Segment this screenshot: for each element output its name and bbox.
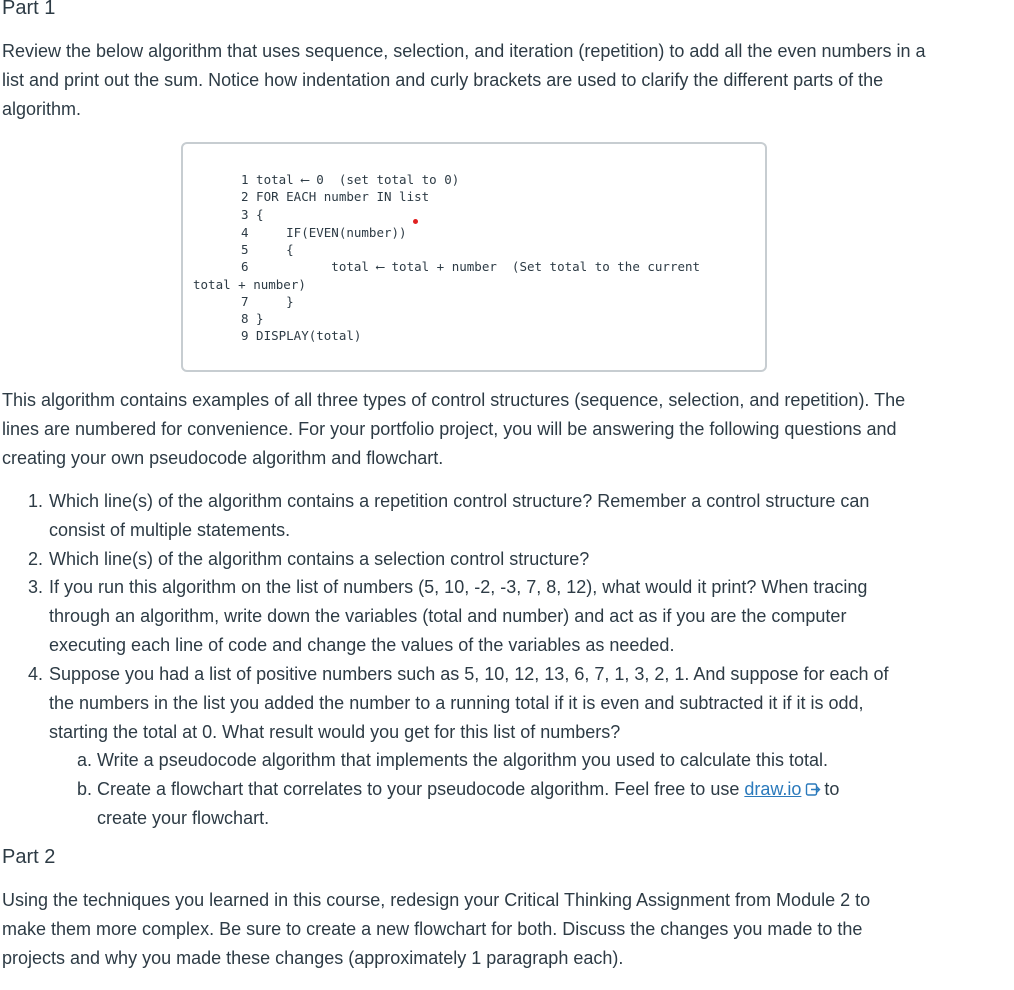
q4-number: 4.	[28, 664, 44, 684]
q4-text-line3: starting the total at 0. What result would you get for this list of numbers?	[49, 722, 621, 742]
code-line-3: 3 {	[241, 207, 264, 222]
qb-letter: b.	[77, 779, 93, 799]
qb-text-pre: Create a flowchart that correlates to your pseudocode algorithm. Feel free to use	[97, 779, 745, 799]
q1-number: 1.	[28, 491, 44, 511]
part1-heading: Part 1	[2, 0, 56, 19]
code-line-6: 6 total ⟵ total + number (Set total to the current	[241, 259, 701, 274]
code-line-5: 5 {	[241, 242, 294, 257]
q1-text-line2: consist of multiple statements.	[49, 520, 291, 540]
q4-text-line1: Suppose you had a list of positive numbers such as 5, 10, 12, 13, 6, 7, 1, 3, 2, 1. And suppose for each of	[49, 664, 889, 684]
code-line-9: 9 DISPLAY(total)	[241, 328, 362, 343]
code-line-6-continued: total + number)	[193, 277, 306, 292]
code-line-1: 1 total ⟵ 0 (set total to 0)	[241, 172, 460, 187]
intro-paragraph: Review the below algorithm that uses sequence, selection, and iteration (repetition) to add all the even numbers in a list and print out the sum. Notice how indentation and curly brackets are used to clarify the different parts of the algorithm.	[2, 41, 926, 119]
red-dot-mark	[413, 219, 418, 224]
external-link-icon[interactable]	[805, 777, 821, 806]
q3-text-line1: If you run this algorithm on the list of numbers (5, 10, -2, -3, 7, 8, 12), what would it print? When tracing	[49, 577, 868, 597]
drawio-link[interactable]: draw.io	[744, 779, 802, 799]
qa-letter: a.	[77, 750, 93, 770]
qb-text-line2: create your flowchart.	[97, 808, 270, 828]
q3-text-line3: executing each line of code and change the values of the variables as needed.	[49, 635, 675, 655]
q1-text-line1: Which line(s) of the algorithm contains a repetition control structure? Remember a control structure can	[49, 491, 870, 511]
qb-text-post: to	[824, 779, 840, 799]
part2-text-line1: Using the techniques you learned in this course, redesign your Critical Thinking Assignment from Module 2 to	[2, 890, 871, 910]
q2-text-line1: Which line(s) of the algorithm contains a selection control structure?	[49, 549, 590, 569]
qa-text-line1: Write a pseudocode algorithm that implements the algorithm you used to calculate this total.	[97, 750, 829, 770]
code-line-2: 2 FOR EACH number IN list	[241, 189, 430, 204]
q3-text-line2: through an algorithm, write down the variables (total and number) and act as if you are the computer	[49, 606, 847, 626]
qb-text-line1	[97, 775, 839, 806]
q4-text-line2: the numbers in the list you added the number to a running total if it is even and subtracted it if it is odd,	[49, 693, 864, 713]
part2-text-line2: make them more complex. Be sure to create a new flowchart for both. Discuss the changes you made to the	[2, 919, 863, 939]
part2-heading: Part 2	[2, 846, 56, 868]
summary-paragraph: This algorithm contains examples of all three types of control structures (sequence, selection, and repetition). The lines are numbered for convenience. For your portfolio project, you will be answering the following questions and creating your own pseudocode algorithm and flowchart.	[2, 390, 906, 468]
code-line-4: 4 IF(EVEN(number))	[241, 225, 407, 240]
code-line-7: 7 }	[241, 294, 294, 309]
part2-text-line3: projects and why you made these changes (approximately 1 paragraph each).	[2, 948, 624, 968]
q3-number: 3.	[28, 577, 44, 597]
code-line-8: 8 }	[241, 311, 264, 326]
q2-number: 2.	[28, 549, 44, 569]
